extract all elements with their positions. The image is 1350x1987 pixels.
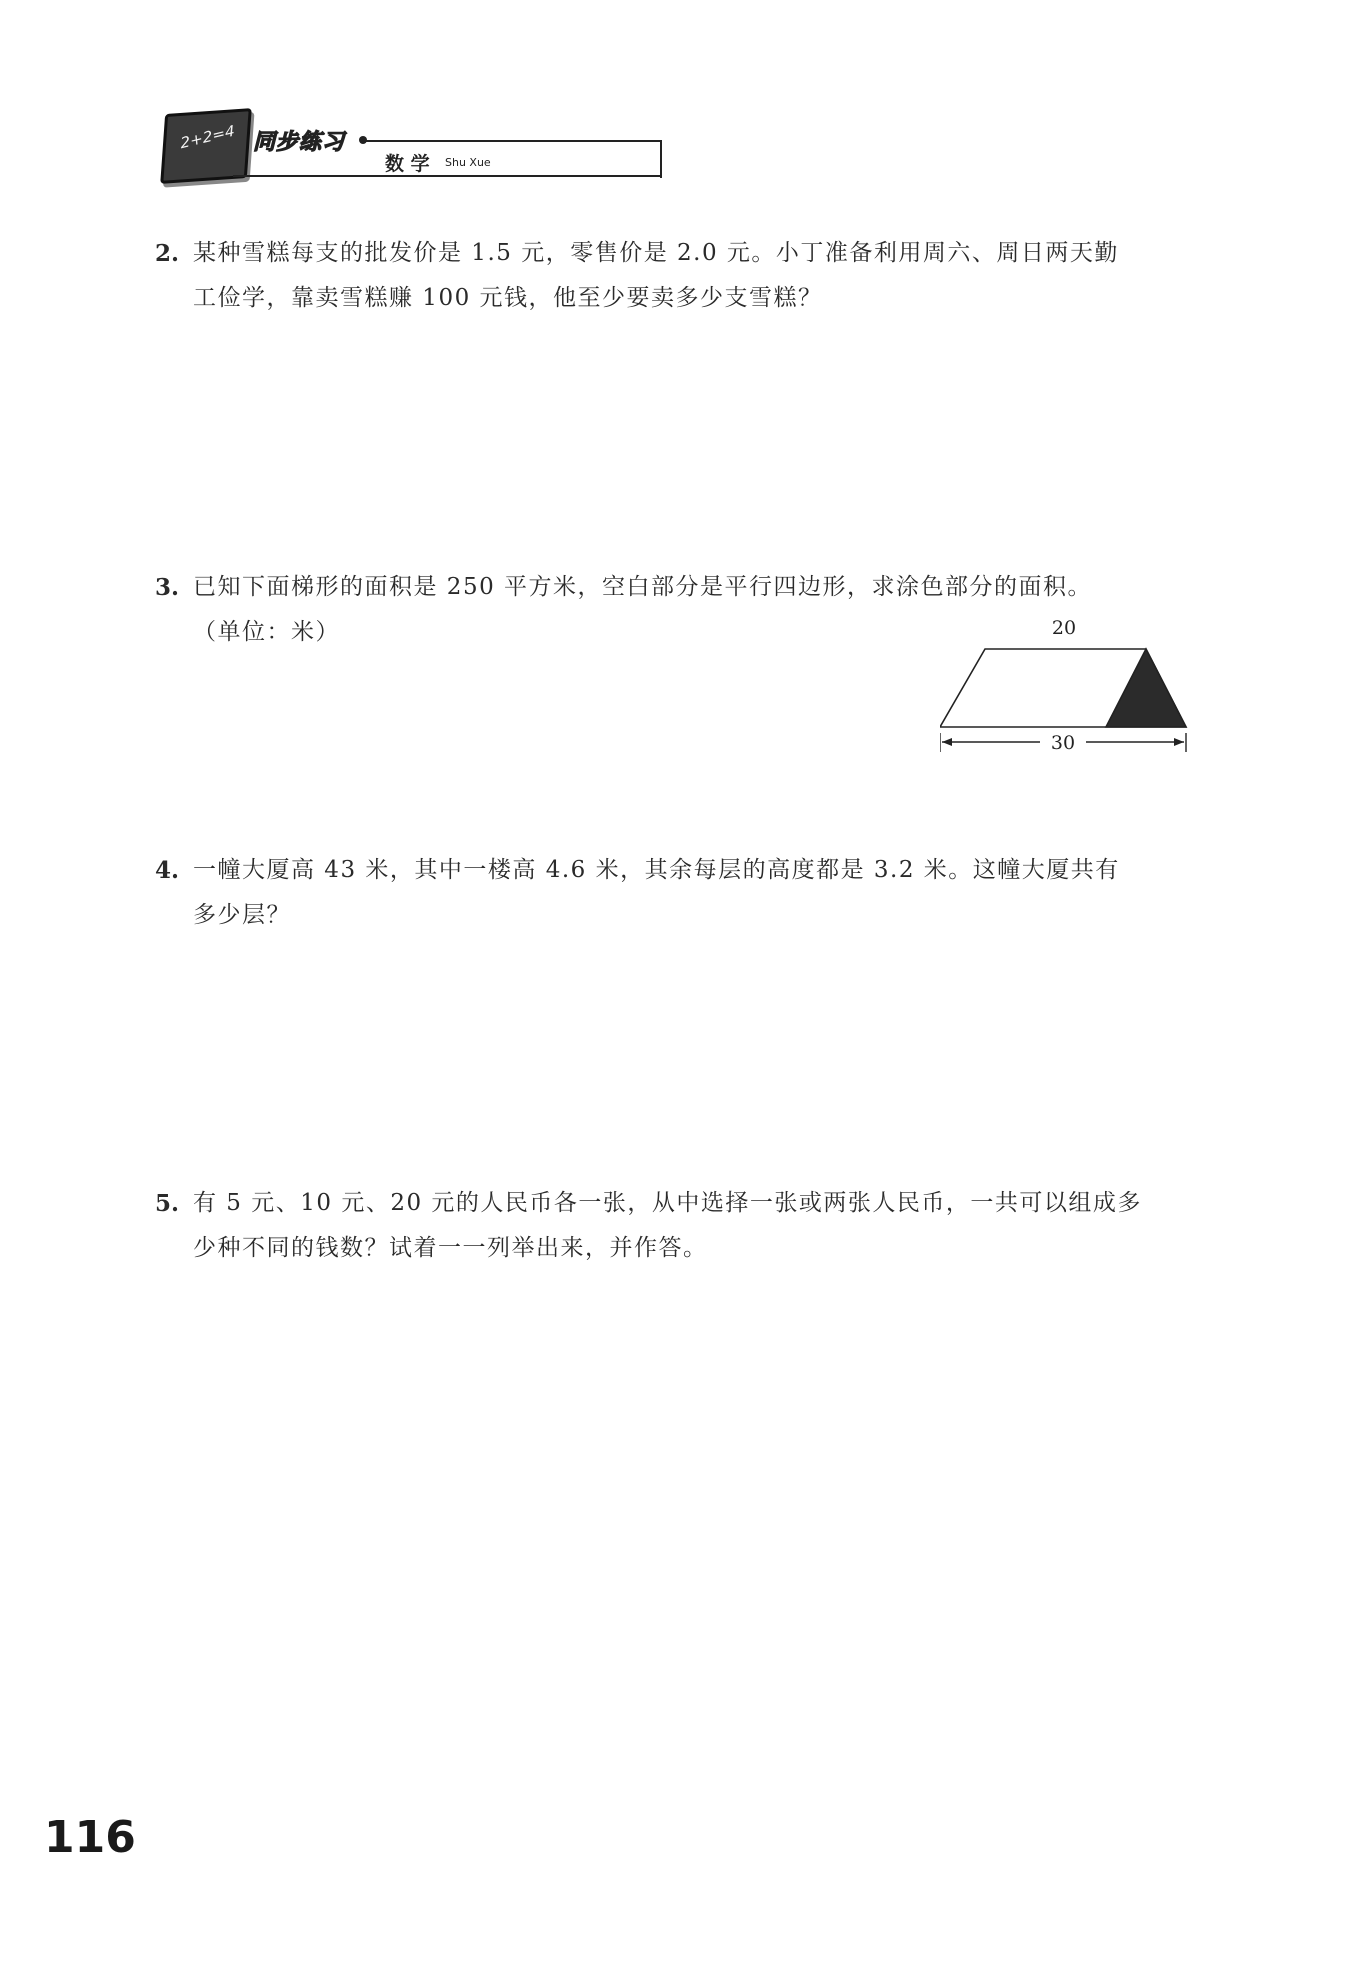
question-number: 3. xyxy=(155,574,180,601)
question-line: 多少层？ xyxy=(193,902,291,928)
shaded-triangle xyxy=(1106,649,1186,727)
trapezoid-diagram xyxy=(940,615,1200,765)
arrow-right-icon xyxy=(1174,738,1184,746)
header-dot xyxy=(359,136,367,144)
chalkboard-text: 2+2=4 xyxy=(179,121,236,153)
question-line: 有 5 元、10 元、20 元的人民币各一张，从中选择一张或两张人民币，一共可以组成多 xyxy=(193,1190,1142,1216)
question-line: （单位：米） xyxy=(193,619,340,645)
question-number: 4. xyxy=(155,857,180,884)
question-line: 一幢大厦高 43 米，其中一楼高 4.6 米，其余每层的高度都是 3.2 米。这幢大厦共有 xyxy=(193,857,1120,883)
subject-label: 数 学 xyxy=(385,153,430,175)
question-number: 2. xyxy=(155,240,180,267)
question-text xyxy=(193,1181,1193,1271)
bottom-length-label: 30 xyxy=(1050,732,1076,754)
question-text xyxy=(193,231,1193,321)
question-line: 已知下面梯形的面积是 250 平方米，空白部分是平行四边形，求涂色部分的面积。 xyxy=(193,574,1093,600)
header-divider xyxy=(233,175,661,177)
header-title: 同步练习 xyxy=(253,130,346,155)
question-line: 某种雪糕每支的批发价是 1.5 元，零售价是 2.0 元。小丁准备利用周六、周日两天勤 xyxy=(193,240,1119,266)
page-number: 116 xyxy=(44,1812,136,1863)
top-length-label: 20 xyxy=(1051,617,1077,639)
worksheet-header xyxy=(155,105,515,195)
question-line: 工俭学，靠卖雪糕赚 100 元钱，他至少要卖多少支雪糕？ xyxy=(193,285,823,311)
question-text xyxy=(193,848,1193,938)
arrow-left-icon xyxy=(942,738,952,746)
chalkboard-icon xyxy=(160,108,252,184)
subject-pinyin: Shu Xue xyxy=(445,156,491,169)
question-number: 5. xyxy=(155,1190,180,1217)
question-line: 少种不同的钱数？试着一一列举出来，并作答。 xyxy=(193,1235,708,1261)
